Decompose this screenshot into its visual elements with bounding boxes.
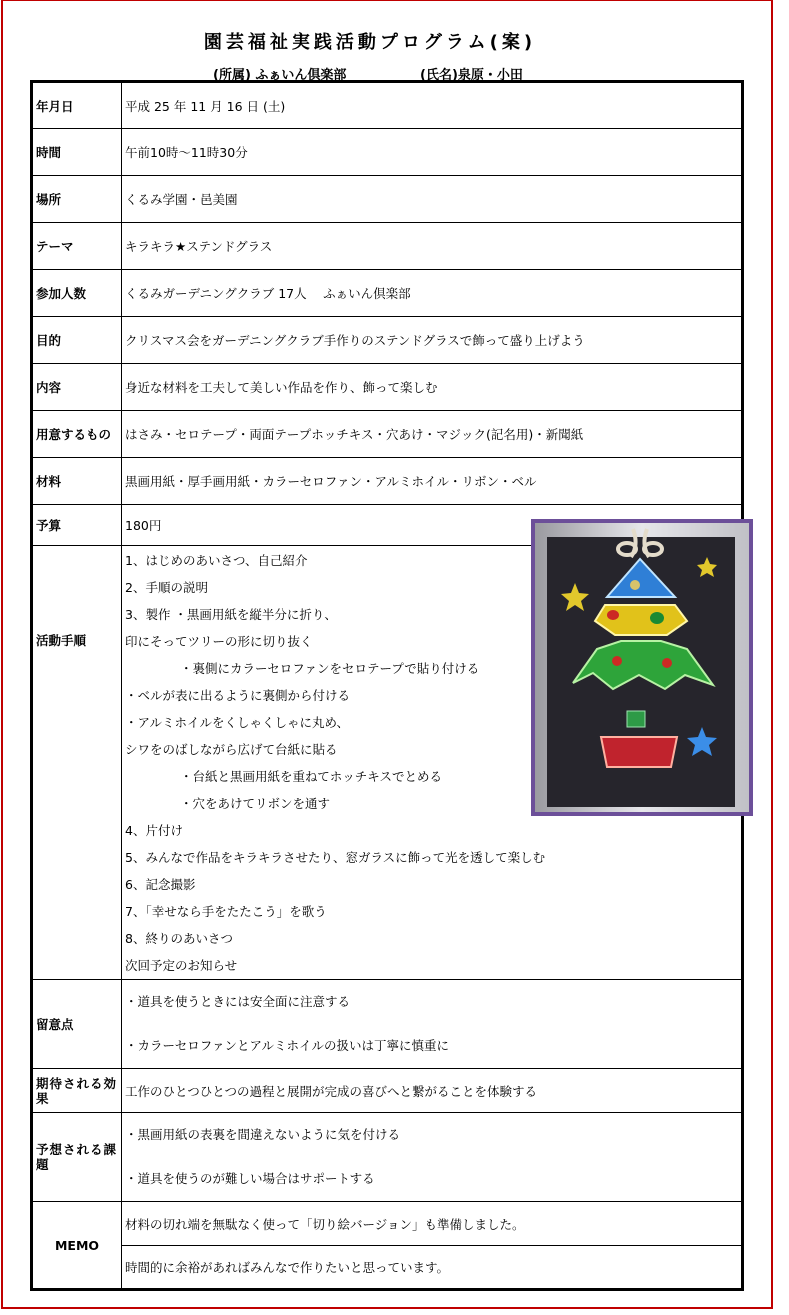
step-item: ・裏側にカラーセロファンをセロテープで貼り付ける xyxy=(180,661,480,676)
value-purpose: クリスマス会をガーデニングクラブ手作りのステンドグラスで飾って盛り上げよう xyxy=(122,317,743,364)
step-item: ・穴をあけてリボンを通す xyxy=(180,796,331,811)
row-date xyxy=(32,82,743,129)
row-time xyxy=(32,129,743,176)
step-item: 6、記念撮影 xyxy=(125,877,196,892)
step-item: 5、みんなで作品をキラキラさせたり、窓ガラスに飾って光を透して楽しむ xyxy=(125,850,546,865)
issue-item: ・道具を使うのが難しい場合はサポートする xyxy=(125,1171,375,1186)
step-item: 次回予定のお知らせ xyxy=(125,958,238,973)
label-steps: 活動手順 xyxy=(32,546,122,980)
row-participants xyxy=(32,270,743,317)
value-materials: 黒画用紙・厚手画用紙・カラーセロファン・アルミホイル・リボン・ベル xyxy=(122,458,743,505)
label-prepare: 用意するもの xyxy=(32,411,122,458)
tree-middle-gold xyxy=(595,605,687,635)
value-theme: キラキラ★ステンドグラス xyxy=(122,223,743,270)
stained-glass-photo xyxy=(531,519,753,816)
value-prepare: はさみ・セロテープ・両面テープホッチキス・穴あけ・マジック(記名用)・新聞紙 xyxy=(122,411,743,458)
row-purpose xyxy=(32,317,743,364)
row-place xyxy=(32,176,743,223)
step-item: 4、片付け xyxy=(125,823,183,838)
step-item: 3、製作 ・黒画用紙を縦半分に折り、 xyxy=(125,607,337,622)
label-content: 内容 xyxy=(32,364,122,411)
row-effect xyxy=(32,1069,743,1113)
note-item: ・カラーセロファンとアルミホイルの扱いは丁寧に慎重に xyxy=(125,1038,450,1053)
value-content: 身近な材料を工夫して美しい作品を作り、飾って楽しむ xyxy=(122,364,743,411)
step-item: ・ベルが表に出るように裏側から付ける xyxy=(125,688,351,703)
memo-item: 時間的に余裕があればみんなで作りたいと思っています。 xyxy=(122,1246,743,1290)
label-participants: 参加人数 xyxy=(32,270,122,317)
affiliation: (所属) ふぁいん倶楽部 xyxy=(213,68,347,83)
label-issues: 予想される課題 xyxy=(32,1113,122,1202)
value-participants: くるみガーデニングクラブ 17人 ふぁいん倶楽部 xyxy=(122,270,743,317)
step-item: 印にそってツリーの形に切り抜く xyxy=(125,634,313,649)
tree-trunk xyxy=(627,711,645,727)
label-budget: 予算 xyxy=(32,505,122,546)
value-issues xyxy=(122,1113,743,1202)
row-materials xyxy=(32,458,743,505)
value-time: 午前10時～11時30分 xyxy=(122,129,743,176)
page-title: 園芸福祉実践活動プログラム(案) xyxy=(203,32,537,53)
label-notes: 留意点 xyxy=(32,980,122,1069)
label-effect: 期待される効果 xyxy=(32,1069,122,1113)
label-purpose: 目的 xyxy=(32,317,122,364)
label-place: 場所 xyxy=(32,176,122,223)
label-memo: MEMO xyxy=(32,1202,122,1290)
label-theme: テーマ xyxy=(32,223,122,270)
label-time: 時間 xyxy=(32,129,122,176)
tree-pot-red xyxy=(601,737,677,767)
row-content xyxy=(32,364,743,411)
issue-item: ・黒画用紙の表裏を間違えないように気を付ける xyxy=(125,1127,401,1142)
label-date: 年月日 xyxy=(32,82,122,129)
step-item: 8、終りのあいさつ xyxy=(125,931,233,946)
value-place: くるみ学園・邑美園 xyxy=(122,176,743,223)
step-item: 2、手順の説明 xyxy=(125,580,208,595)
step-item: 7、「幸せなら手をたたこう」を歌う xyxy=(125,904,327,919)
step-item: ・アルミホイルをくしゃくしゃに丸め、 xyxy=(125,715,350,730)
step-item: シワをのばしながら広げて台紙に貼る xyxy=(125,742,338,757)
label-materials: 材料 xyxy=(32,458,122,505)
row-theme xyxy=(32,223,743,270)
step-item: ・台紙と黒画用紙を重ねてホッチキスでとめる xyxy=(180,769,442,784)
value-date: 平成 25 年 11 月 16 日 (土) xyxy=(122,82,743,129)
row-memo-1 xyxy=(32,1202,743,1246)
step-item: 1、はじめのあいさつ、自己紹介 xyxy=(125,553,308,568)
names: (氏名)泉原・小田 xyxy=(420,68,523,83)
christmas-tree-artwork xyxy=(535,523,749,812)
value-budget: 180円 xyxy=(122,505,743,546)
memo-item: 材料の切れ端を無駄なく使って「切り絵バージョン」も準備しました。 xyxy=(122,1202,743,1246)
note-item: ・道具を使うときには安全面に注意する xyxy=(125,994,351,1009)
row-issues xyxy=(32,1113,743,1202)
value-notes xyxy=(122,980,743,1069)
value-effect: 工作のひとつひとつの過程と展開が完成の喜びへと繋がることを体験する xyxy=(122,1069,743,1113)
row-prepare xyxy=(32,411,743,458)
row-memo-2 xyxy=(32,1246,743,1290)
row-notes xyxy=(32,980,743,1069)
